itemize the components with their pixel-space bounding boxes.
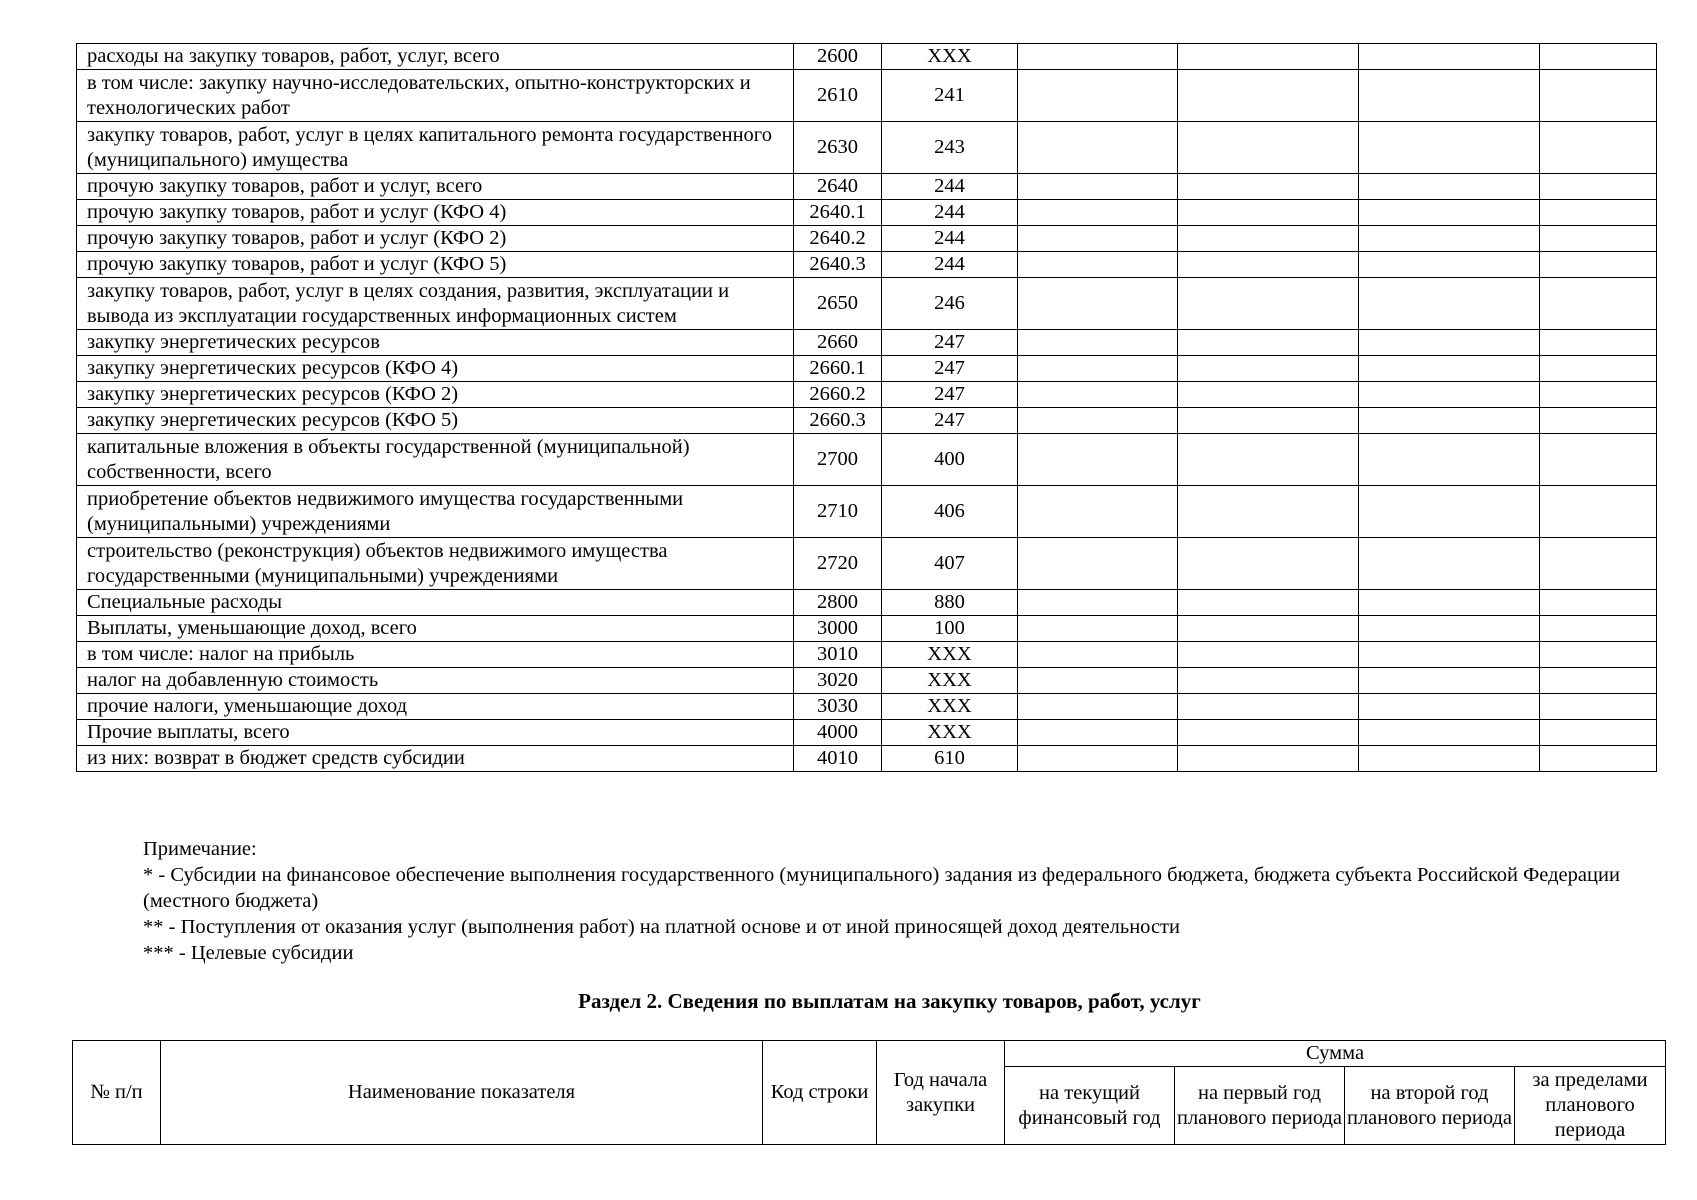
row-amount-cell [1178, 590, 1359, 616]
row-name: приобретение объектов недвижимого имущества государственными (муниципальными) учреждениями [77, 486, 794, 538]
row-code: 2660.1 [794, 356, 882, 382]
notes-block [143, 836, 1653, 966]
row-amount-cell [1359, 590, 1540, 616]
table-row [77, 174, 1657, 200]
row-kosgu: 247 [882, 330, 1018, 356]
row-amount-cell [1359, 226, 1540, 252]
row-amount-cell [1178, 668, 1359, 694]
row-code: 2600 [794, 44, 882, 70]
note-line-2: ** - Поступления от оказания услуг (выполнения работ) на платной основе и от иной приносящей доход деятельности [143, 916, 1180, 938]
row-amount-cell [1359, 278, 1540, 330]
row-amount-cell [1178, 70, 1359, 122]
row-code: 2640 [794, 174, 882, 200]
row-amount-cell [1178, 746, 1359, 772]
row-name: прочую закупку товаров, работ и услуг (КФО 4) [77, 200, 794, 226]
row-code: 2630 [794, 122, 882, 174]
row-code: 2650 [794, 278, 882, 330]
row-amount-cell [1018, 278, 1178, 330]
notes-title: Примечание: [143, 838, 257, 860]
row-amount-cell [1018, 330, 1178, 356]
row-name: налог на добавленную стоимость [77, 668, 794, 694]
row-amount-cell [1540, 122, 1657, 174]
table-row [77, 694, 1657, 720]
row-code: 2640.3 [794, 252, 882, 278]
row-kosgu: 406 [882, 486, 1018, 538]
row-amount-cell [1359, 486, 1540, 538]
row-amount-cell [1540, 44, 1657, 70]
row-amount-cell [1178, 174, 1359, 200]
table-row [77, 330, 1657, 356]
row-name: прочую закупку товаров, работ и услуг (КФО 5) [77, 252, 794, 278]
row-amount-cell [1359, 408, 1540, 434]
row-amount-cell [1178, 356, 1359, 382]
row-code: 2640.2 [794, 226, 882, 252]
row-amount-cell [1178, 486, 1359, 538]
expenses-table [76, 43, 1657, 772]
row-amount-cell [1359, 538, 1540, 590]
row-amount-cell [1178, 226, 1359, 252]
row-amount-cell [1540, 278, 1657, 330]
row-name: Выплаты, уменьшающие доход, всего [77, 616, 794, 642]
row-name: закупку энергетических ресурсов (КФО 2) [77, 382, 794, 408]
header-name: Наименование показателя [161, 1041, 763, 1145]
section2-header-table [72, 1040, 1666, 1145]
table-row [77, 720, 1657, 746]
row-amount-cell [1178, 642, 1359, 668]
row-code: 2610 [794, 70, 882, 122]
row-code: 3030 [794, 694, 882, 720]
row-name: прочие налоги, уменьшающие доход [77, 694, 794, 720]
table-row [77, 226, 1657, 252]
row-kosgu: 244 [882, 252, 1018, 278]
row-code: 2800 [794, 590, 882, 616]
row-amount-cell [1540, 538, 1657, 590]
row-amount-cell [1540, 330, 1657, 356]
row-amount-cell [1359, 44, 1540, 70]
table-row [77, 44, 1657, 70]
row-amount-cell [1359, 642, 1540, 668]
row-name: расходы на закупку товаров, работ, услуг, всего [77, 44, 794, 70]
row-amount-cell [1178, 278, 1359, 330]
row-amount-cell [1359, 252, 1540, 278]
row-code: 2660 [794, 330, 882, 356]
table-row [77, 382, 1657, 408]
table-row [77, 616, 1657, 642]
row-name: Прочие выплаты, всего [77, 720, 794, 746]
row-name: закупку энергетических ресурсов [77, 330, 794, 356]
row-amount-cell [1178, 434, 1359, 486]
row-amount-cell [1018, 720, 1178, 746]
table-row [77, 590, 1657, 616]
row-kosgu: 407 [882, 538, 1018, 590]
row-name: закупку энергетических ресурсов (КФО 4) [77, 356, 794, 382]
row-kosgu: 247 [882, 356, 1018, 382]
row-amount-cell [1359, 616, 1540, 642]
row-kosgu: 243 [882, 122, 1018, 174]
table-row [77, 434, 1657, 486]
row-code: 2660.2 [794, 382, 882, 408]
row-amount-cell [1018, 616, 1178, 642]
row-kosgu: XXX [882, 668, 1018, 694]
row-amount-cell [1018, 538, 1178, 590]
row-amount-cell [1018, 122, 1178, 174]
row-kosgu: XXX [882, 720, 1018, 746]
row-kosgu: 244 [882, 200, 1018, 226]
row-amount-cell [1018, 356, 1178, 382]
row-kosgu: 247 [882, 382, 1018, 408]
row-kosgu: XXX [882, 44, 1018, 70]
row-amount-cell [1540, 70, 1657, 122]
row-code: 3020 [794, 668, 882, 694]
row-amount-cell [1540, 642, 1657, 668]
row-amount-cell [1540, 616, 1657, 642]
header-num: № п/п [73, 1041, 161, 1145]
row-amount-cell [1540, 434, 1657, 486]
table-row [77, 486, 1657, 538]
row-amount-cell [1540, 590, 1657, 616]
row-kosgu: 100 [882, 616, 1018, 642]
row-kosgu: 244 [882, 226, 1018, 252]
row-amount-cell [1359, 122, 1540, 174]
row-amount-cell [1178, 538, 1359, 590]
row-name: в том числе: налог на прибыль [77, 642, 794, 668]
note-line-3: *** - Целевые субсидии [143, 942, 354, 964]
table-row [77, 70, 1657, 122]
row-kosgu: 247 [882, 408, 1018, 434]
table-row [77, 278, 1657, 330]
row-name: Специальные расходы [77, 590, 794, 616]
note-line-1: * - Субсидии на финансовое обеспечение выполнения государственного (муниципального) задания из федерального бюджета, бюджета субъекта Российской Федерации (местного бюджета) [143, 864, 1620, 912]
row-code: 2660.3 [794, 408, 882, 434]
row-kosgu: 244 [882, 174, 1018, 200]
row-amount-cell [1359, 694, 1540, 720]
row-amount-cell [1540, 382, 1657, 408]
row-amount-cell [1178, 44, 1359, 70]
row-code: 3000 [794, 616, 882, 642]
row-amount-cell [1018, 174, 1178, 200]
row-amount-cell [1540, 720, 1657, 746]
row-kosgu: XXX [882, 642, 1018, 668]
section2-title: Раздел 2. Сведения по выплатам на закупку товаров, работ, услуг [578, 989, 1201, 1013]
row-kosgu: 241 [882, 70, 1018, 122]
row-amount-cell [1178, 122, 1359, 174]
row-name: капитальные вложения в объекты государственной (муниципальной) собственности, всего [77, 434, 794, 486]
row-amount-cell [1018, 642, 1178, 668]
row-code: 2640.1 [794, 200, 882, 226]
row-amount-cell [1540, 486, 1657, 538]
row-code: 3010 [794, 642, 882, 668]
row-amount-cell [1540, 668, 1657, 694]
row-kosgu: XXX [882, 694, 1018, 720]
header-current-year: на текущий финансовый год [1005, 1067, 1175, 1145]
row-kosgu: 400 [882, 434, 1018, 486]
row-amount-cell [1018, 382, 1178, 408]
table-row [77, 122, 1657, 174]
header-year: Год начала закупки [877, 1041, 1005, 1145]
row-amount-cell [1178, 694, 1359, 720]
row-amount-cell [1359, 746, 1540, 772]
table-row [77, 252, 1657, 278]
table-row [77, 408, 1657, 434]
row-amount-cell [1018, 590, 1178, 616]
table-row [77, 200, 1657, 226]
row-code: 2700 [794, 434, 882, 486]
header-first-plan-year: на первый год планового периода [1175, 1067, 1345, 1145]
row-amount-cell [1018, 200, 1178, 226]
row-name: прочую закупку товаров, работ и услуг, всего [77, 174, 794, 200]
row-amount-cell [1018, 668, 1178, 694]
row-amount-cell [1178, 330, 1359, 356]
header-beyond-plan: за пределами планового периода [1515, 1067, 1666, 1145]
row-name: закупку товаров, работ, услуг в целях капитального ремонта государственного (муниципального) имущества [77, 122, 794, 174]
row-kosgu: 880 [882, 590, 1018, 616]
table-row [77, 356, 1657, 382]
row-name: из них: возврат в бюджет средств субсидии [77, 746, 794, 772]
row-amount-cell [1018, 226, 1178, 252]
table-row [77, 668, 1657, 694]
row-amount-cell [1178, 408, 1359, 434]
row-amount-cell [1359, 330, 1540, 356]
row-amount-cell [1359, 720, 1540, 746]
row-amount-cell [1359, 382, 1540, 408]
row-amount-cell [1018, 486, 1178, 538]
row-code: 4000 [794, 720, 882, 746]
row-name: в том числе: закупку научно-исследовательских, опытно-конструкторских и технологических работ [77, 70, 794, 122]
row-amount-cell [1178, 200, 1359, 226]
header-sum: Сумма [1005, 1041, 1666, 1067]
row-amount-cell [1018, 434, 1178, 486]
row-amount-cell [1540, 356, 1657, 382]
row-amount-cell [1540, 746, 1657, 772]
table-row [77, 746, 1657, 772]
row-amount-cell [1178, 616, 1359, 642]
row-name: строительство (реконструкция) объектов недвижимого имущества государственными (муниципальными) учреждениями [77, 538, 794, 590]
row-amount-cell [1018, 252, 1178, 278]
row-amount-cell [1018, 70, 1178, 122]
row-amount-cell [1540, 226, 1657, 252]
row-amount-cell [1359, 434, 1540, 486]
row-name: закупку энергетических ресурсов (КФО 5) [77, 408, 794, 434]
row-amount-cell [1018, 694, 1178, 720]
table-row [77, 538, 1657, 590]
row-amount-cell [1359, 200, 1540, 226]
row-kosgu: 246 [882, 278, 1018, 330]
header-second-plan-year: на второй год планового периода [1345, 1067, 1515, 1145]
row-amount-cell [1178, 720, 1359, 746]
row-amount-cell [1018, 746, 1178, 772]
row-amount-cell [1540, 694, 1657, 720]
row-amount-cell [1178, 382, 1359, 408]
row-amount-cell [1359, 356, 1540, 382]
row-code: 4010 [794, 746, 882, 772]
row-code: 2710 [794, 486, 882, 538]
row-code: 2720 [794, 538, 882, 590]
row-amount-cell [1018, 44, 1178, 70]
row-amount-cell [1359, 70, 1540, 122]
row-name: прочую закупку товаров, работ и услуг (КФО 2) [77, 226, 794, 252]
row-amount-cell [1359, 668, 1540, 694]
row-amount-cell [1178, 252, 1359, 278]
row-amount-cell [1018, 408, 1178, 434]
row-amount-cell [1540, 252, 1657, 278]
row-kosgu: 610 [882, 746, 1018, 772]
row-amount-cell [1359, 174, 1540, 200]
row-amount-cell [1540, 200, 1657, 226]
header-code: Код строки [763, 1041, 877, 1145]
table-row [77, 642, 1657, 668]
row-name: закупку товаров, работ, услуг в целях создания, развития, эксплуатации и вывода из эксплуатации государственных информационных систем [77, 278, 794, 330]
row-amount-cell [1540, 174, 1657, 200]
row-amount-cell [1540, 408, 1657, 434]
